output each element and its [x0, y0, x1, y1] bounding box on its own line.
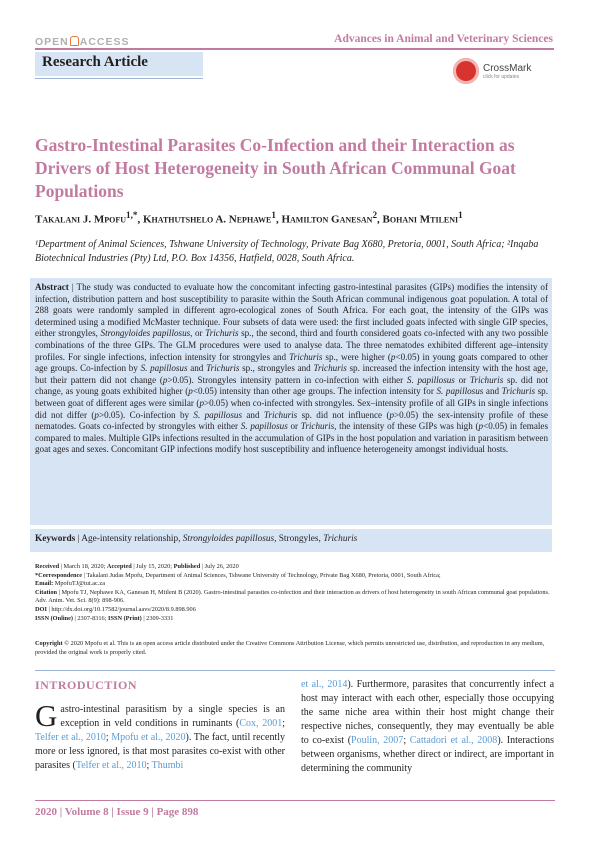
open-lock-icon	[70, 36, 79, 46]
crossmark-icon	[453, 58, 479, 84]
affiliations: ¹Department of Animal Sciences, Tshwane University of Technology, Private Bag X680, Pretoria, 0001, South Africa; ²Inqaba Biotechnical Industries (Pty) Ltd, P.O. Box 14356, Hatfield, 0028, South Africa.	[35, 239, 539, 264]
citation-line: Citation | Mpofu TJ, Nephawe KA, Ganesan H, Mtileni B (2020). Gastro-intestinal parasites co-infection and their interaction as drivers of host heterogeneity in south African communal goat populations. Adv. Anim. Vet. Sci. 8(9): 898-906.	[35, 588, 550, 605]
header-divider	[35, 48, 554, 50]
issn-line: ISSN (Online) | 2307-8316; ISSN (Print) | 2309-3331	[35, 614, 174, 622]
crossmark-badge[interactable]	[453, 58, 553, 88]
keywords: Keywords | Age-intensity relationship, Strongyloides papillosus, Strongyles, Trichuris	[35, 534, 358, 544]
reference-link[interactable]: Mpofu et al., 2020	[111, 732, 186, 743]
email-line: Email: MpofuTJ@tut.ac.za	[35, 580, 105, 588]
correspondence-line: *Correspondence | Takalani Judas Mpofu, Department of Animal Sciences, Tshwane University of Technology, Private Bag X680, Pretoria, 0001, South Africa;	[35, 571, 441, 579]
reference-link[interactable]: et al., 2014	[301, 679, 348, 690]
doi-line: DOI | http://dx.doi.org/10.17582/journal.aavs/2020/8.9.898.906	[35, 605, 196, 613]
abstract-text: Abstract | The study was conducted to evaluate how the concomitant infecting gastro-intestinal parasites (GIPs) modifies the intensity of infection, distribution pattern and host susceptibility to parasite within the South African communal indigenous goat population. A total of 288 goats were randomly sampled in different agro-ecological zones of South Africa. For each goat, the intensity of the GIPs was determined using a modified McMaster technique. Four subsets of data were used: the first included goats infected with single GIP species, either strongyles, Strongyloides papillosus, or Trichuris sp., the second, third and fourth considered goats co-infected with any two possible combinations of the three GIPs. The GLM procedures were used to analyse data. The three nematodes exhibited different age–intensity profiles. For single infections, infection intensity for strongyles and Trichuris sp., were higher (p<0.05) in young goats compared to other age groups. Co-infection by S. papillosus and Trichuris sp., strongyles and Trichuris sp. increased the infection intensity with the host age, but their pattern did not change (p>0.05). Strongyles intensity pattern in co-infection with either S. papillosus or Trichuris sp. did not change, as young goats exhibited higher (p<0.05) intensity than other age groups. The infection intensity for S. papillosus and Trichuris sp. between goat of different ages were similar (p>0.05) when co-infected with strongyles. Sex–intensity profile of all GIPs in single infections did not differ (p>0.05). Co-infection by S. papillosus and Trichuris sp. did not influence (p>0.05) the sex-intensity profile of these nematodes. Goats co-infected by strongyles with either S. papillosus or Trichuris, the intensity of these GIPs was high (p<0.05) in females compared to males. Multiple GIPs infections resulted in the accumulation of GIPs in the host population and variation in parasitism between goat ages and sexes. Concomitant GIP infections modify host susceptibility and influence heterogeneity amongst individual hosts.	[35, 282, 549, 455]
page-footer: 2020 | Volume 8 | Issue 9 | Page 898	[35, 806, 199, 818]
reference-link[interactable]: Cox, 2001	[239, 718, 283, 729]
article-type-label: Research Article	[42, 54, 148, 70]
crossmark-sublabel: click for updates	[483, 74, 520, 80]
author-name: Khathutshelo A. Nephawe	[142, 213, 272, 226]
intro-right-column: et al., 2014). Furthermore, parasites that concurrently infect a host may interact with each other, especially those occupying the same niche area within their host might change their respective niches, consequently, they may eventually be able to co-exist (Poulin, 2007; Cattadori et al., 2008). Interactions between organisms, whether direct or indirect, are important in determining the community	[301, 679, 555, 774]
drop-cap: G	[35, 698, 58, 733]
author-name: Hamilton Ganesan	[281, 213, 373, 226]
reference-link[interactable]: Poulin, 2007	[351, 735, 404, 746]
footer-divider	[35, 800, 555, 801]
journal-name: Advances in Animal and Veterinary Sciences	[334, 33, 553, 45]
dates-line: Received | March 18, 2020; Accepted | July 15, 2020; Published | July 26, 2020	[35, 563, 239, 570]
crossmark-label: CrossMark	[483, 63, 532, 74]
introduction-heading: INTRODUCTION	[35, 678, 138, 692]
metadata-divider	[35, 670, 555, 671]
author-name: Takalani J. Mpofu	[35, 213, 127, 226]
reference-link[interactable]: Telfer et al., 2010	[75, 760, 147, 771]
article-metadata	[35, 563, 555, 623]
author-list: Takalani J. Mpofu$^{1,*}$, Khathutshelo A. Nephawe$^1$, Hamilton Ganesan$^2$, Bohani Mtileni$^1$	[35, 210, 463, 226]
author-name: Bohani Mtileni	[382, 213, 459, 226]
reference-link[interactable]: Telfer et al., 2010	[35, 732, 106, 743]
copyright-notice: Copyright © 2020 Mpofu et al. This is an open access article distributed under the Creative Commons Attribution License, which permits unrestricted use, distribution, and reproduction in any medium, provided the original work is properly cited.	[35, 640, 545, 656]
doi-link[interactable]: | http://dx.doi.org/10.17582/journal.aavs/2020/8.9.898.906	[46, 605, 196, 613]
reference-link[interactable]: Cattadori et al., 2008	[409, 735, 498, 746]
reference-link[interactable]: Thumbi	[151, 760, 184, 771]
article-title: Gastro-Intestinal Parasites Co-Infection and their Interaction as Drivers of Host Heterogeneity in South African Communal Goat Populations	[35, 135, 516, 201]
article-type-divider	[35, 78, 203, 79]
intro-left-column: Gastro-intestinal parasitism by a single species is an exception in veld conditions in ruminants (Cox, 2001; Telfer et al., 2010; Mpofu et al., 2020). The fact, until recently more or less ignored, is that most parasites co-exist with other parasites (Telfer et al., 2010; Thumbi	[35, 698, 285, 771]
open-access-logo: OPEN ACCESS	[35, 36, 130, 48]
